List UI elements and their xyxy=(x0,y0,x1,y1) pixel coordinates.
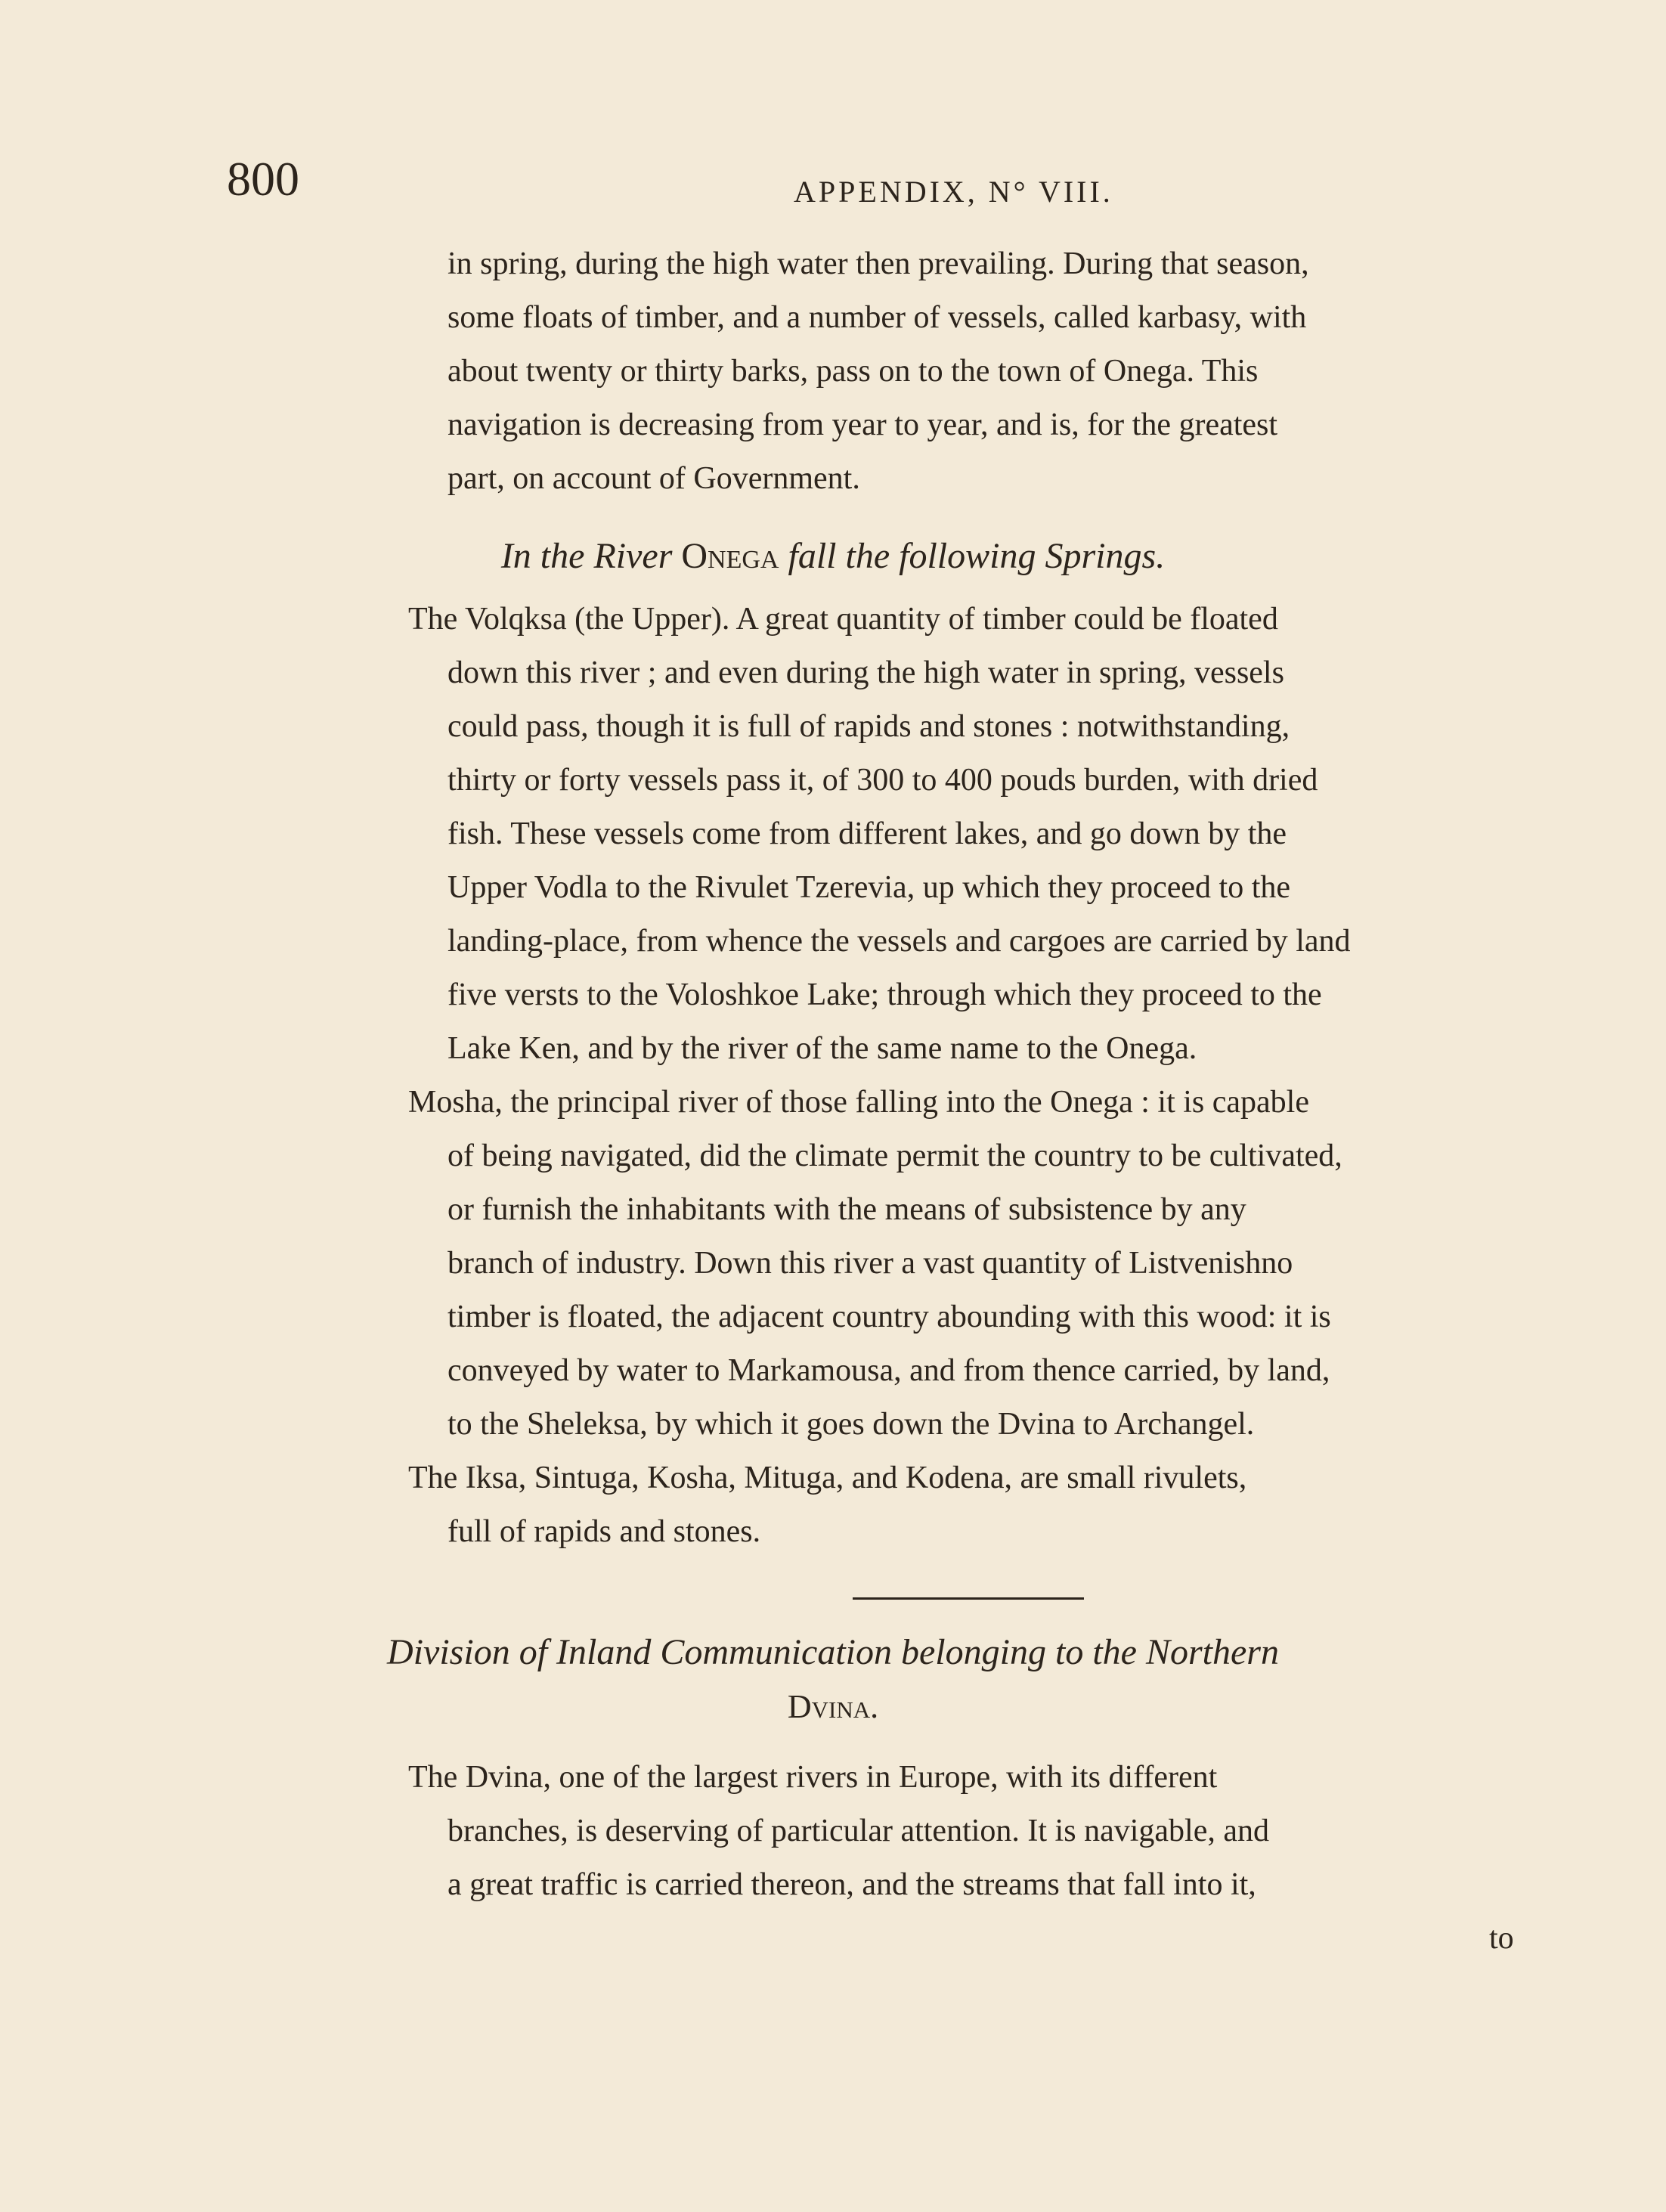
text-line: five versts to the Voloshkoe Lake; through which they proceed to the xyxy=(447,977,1322,1012)
text-line: landing-place, from whence the vessels and cargoes are carried by land xyxy=(447,924,1351,959)
section-heading-dvina xyxy=(0,1625,1666,1734)
text-line: thirty or forty vessels pass it, of 300 to 400 pouds burden, with dried xyxy=(447,763,1318,798)
text-line: The Iksa, Sintuga, Kosha, Mituga, and Kodena, are small rivulets, xyxy=(408,1461,1247,1495)
text-line: The Volqksa (the Upper). A great quantity of timber could be floated xyxy=(408,602,1278,637)
paragraph-volqksa xyxy=(408,593,1351,1076)
paragraph-spring-navigation xyxy=(447,237,1309,506)
text-line: to the Sheleksa, by which it goes down the Dvina to Archangel. xyxy=(447,1407,1255,1442)
text-line: branches, is deserving of particular attention. It is navigable, and xyxy=(447,1814,1269,1848)
text-line: The Dvina, one of the largest rivers in Europe, with its different xyxy=(408,1760,1218,1795)
running-title: APPENDIX, N° VIII. xyxy=(794,175,1113,209)
heading-part: In the River xyxy=(500,536,682,576)
text-line: Upper Vodla to the Rivulet Tzerevia, up which they proceed to the xyxy=(447,870,1291,905)
text-line: could pass, though it is full of rapids and stones : notwithstanding, xyxy=(447,709,1290,744)
text-line: navigation is decreasing from year to year, and is, for the greatest xyxy=(447,407,1278,442)
heading-river-name: Dvina. xyxy=(787,1688,879,1725)
text-line: branch of industry. Down this river a vast quantity of Listvenishno xyxy=(447,1246,1293,1281)
text-line: or furnish the inhabitants with the means of subsistence by any xyxy=(447,1192,1246,1227)
text-line: a great traffic is carried thereon, and the streams that fall into it, xyxy=(447,1867,1256,1902)
section-divider xyxy=(853,1597,1084,1600)
text-line: Mosha, the principal river of those falling into the Onega : it is capable xyxy=(408,1085,1309,1120)
heading-part: fall the following Springs. xyxy=(779,536,1166,576)
text-line: part, on account of Government. xyxy=(447,461,860,496)
paragraph-mosha xyxy=(408,1076,1342,1451)
text-line: in spring, during the high water then prevailing. During that season, xyxy=(447,246,1309,281)
text-line: of being navigated, did the climate permit the country to be cultivated, xyxy=(447,1139,1342,1173)
text-line: fish. These vessels come from different lakes, and go down by the xyxy=(447,816,1287,851)
text-line: full of rapids and stones. xyxy=(447,1514,761,1549)
text-line: down this river ; and even during the high water in spring, vessels xyxy=(447,655,1284,690)
heading-line: Division of Inland Communication belonging to the Northern xyxy=(387,1632,1279,1672)
text-line: Lake Ken, and by the river of the same name to the Onega. xyxy=(447,1031,1197,1066)
paragraph-dvina xyxy=(408,1751,1269,1912)
catchword: to xyxy=(1489,1921,1514,1956)
text-line: conveyed by water to Markamousa, and from thence carried, by land, xyxy=(447,1353,1330,1388)
text-line: timber is floated, the adjacent country abounding with this wood: it is xyxy=(447,1300,1331,1334)
text-line: about twenty or thirty barks, pass on to the town of Onega. This xyxy=(447,354,1259,389)
paragraph-small-rivulets xyxy=(408,1451,1246,1559)
section-heading-onega xyxy=(0,529,1666,584)
text-line: some floats of timber, and a number of vessels, called karbasy, with xyxy=(447,300,1307,335)
heading-river-name: Onega xyxy=(681,536,779,576)
page-number: 800 xyxy=(227,152,299,206)
